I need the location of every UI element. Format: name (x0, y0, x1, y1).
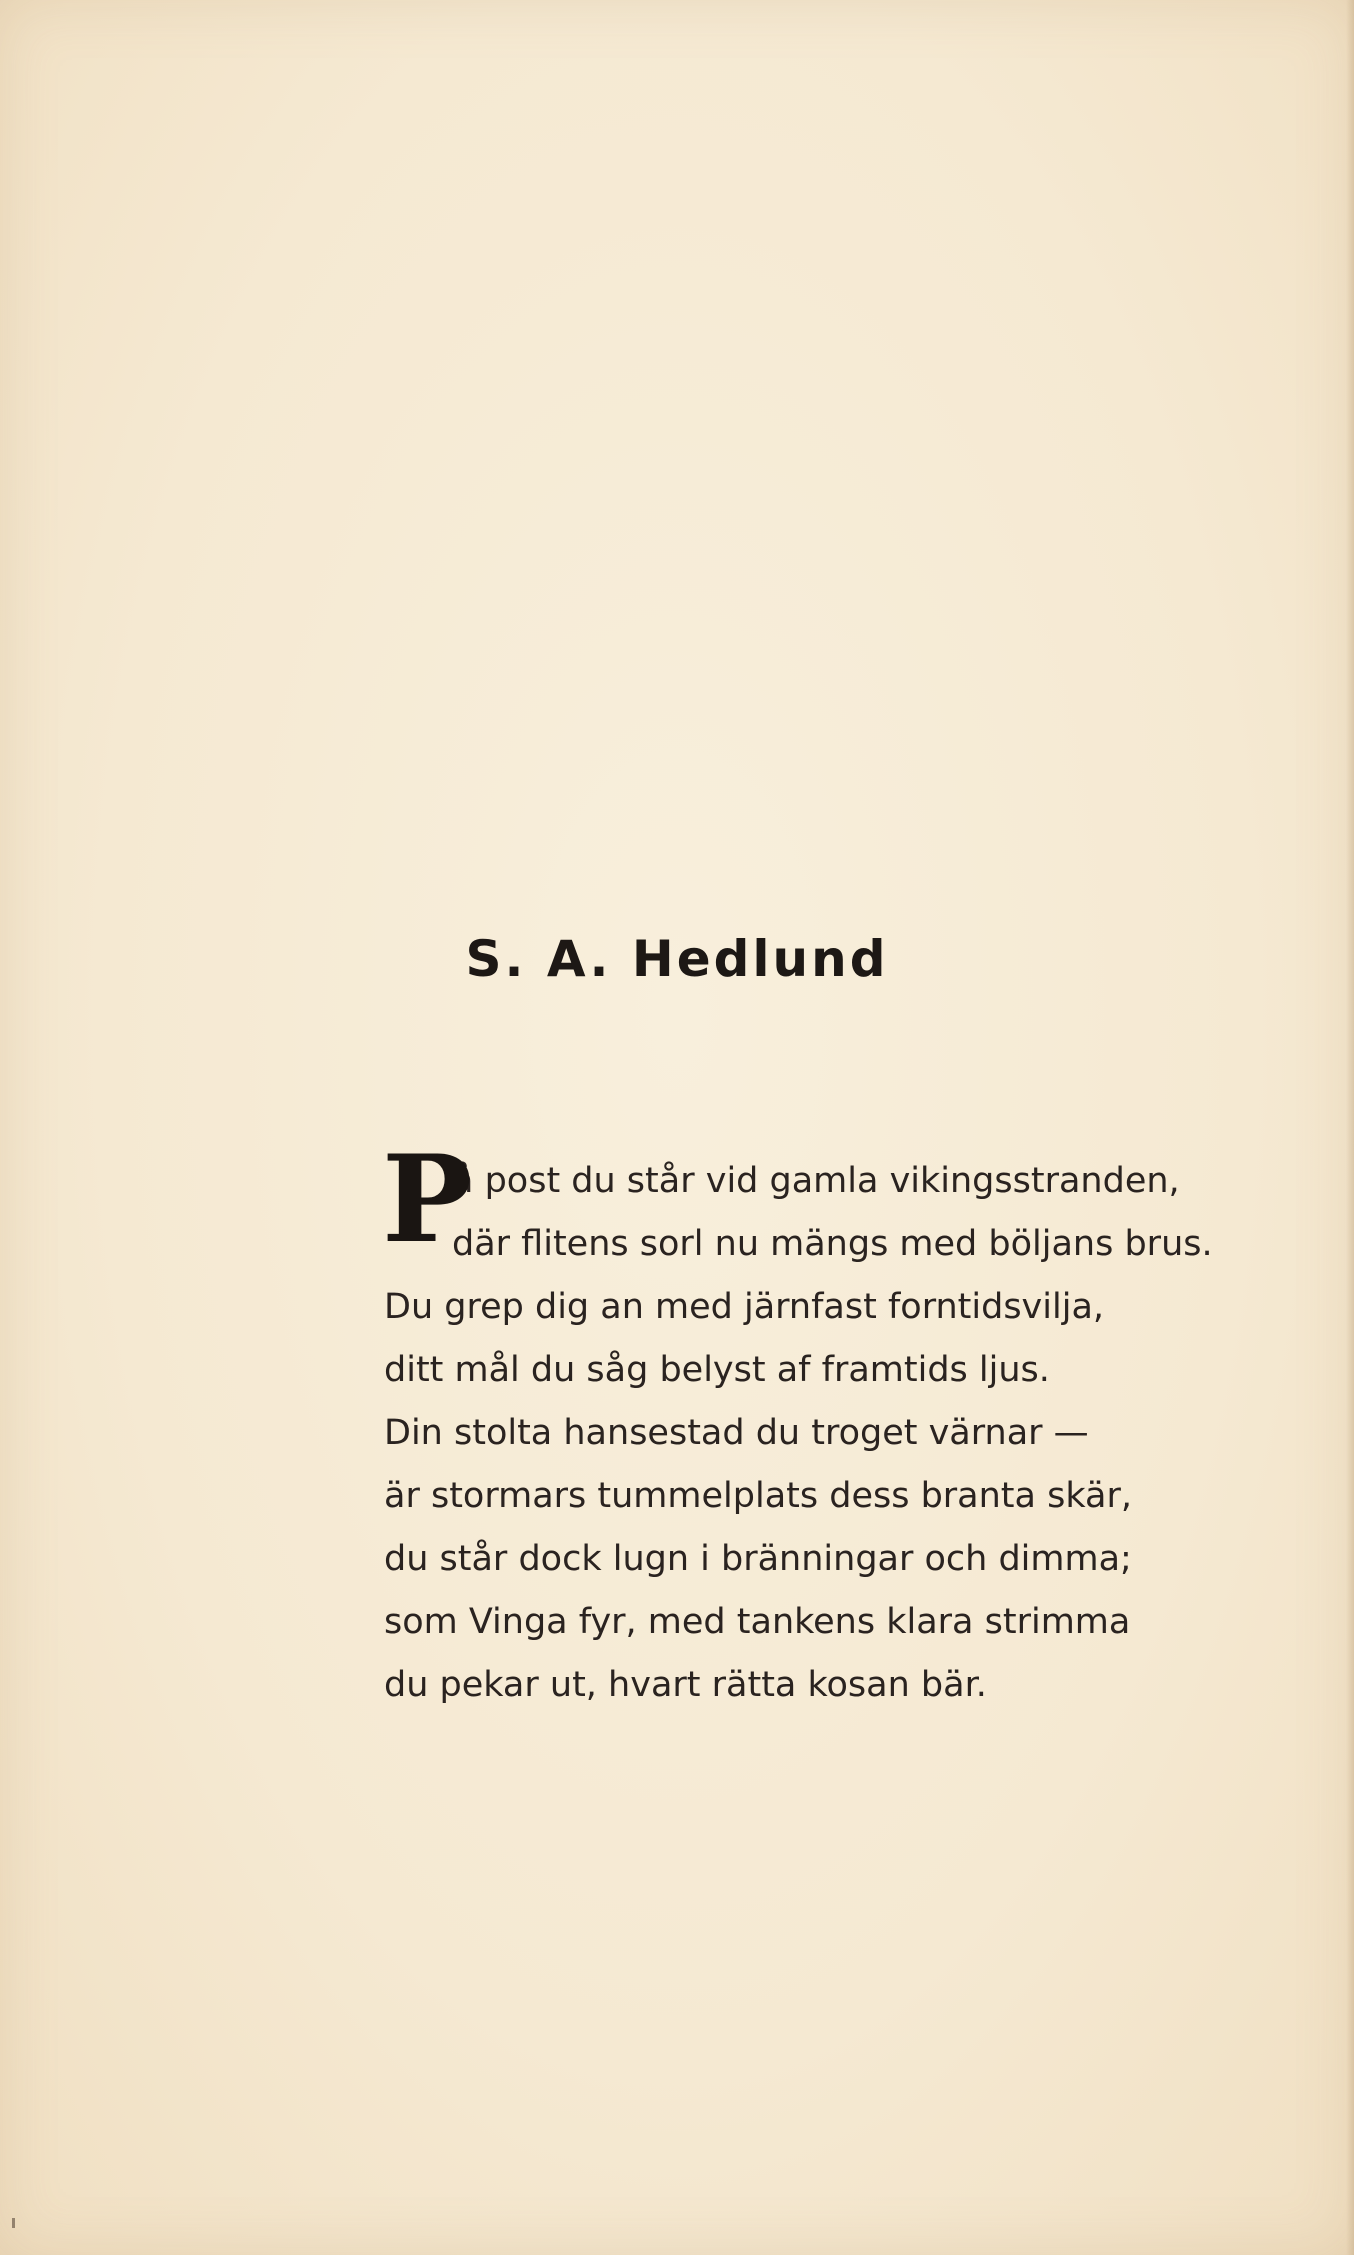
poem-block (382, 1129, 1213, 1717)
poem-line: där flitens sorl nu mängs med böljans brus. (452, 1224, 1213, 1264)
poem-line: ditt mål du såg belyst af framtids ljus. (384, 1350, 1050, 1390)
paper-speck (12, 2218, 15, 2228)
poem-line: du står dock lugn i bränningar och dimma; (384, 1539, 1132, 1579)
drop-cap-initial: P (382, 1129, 473, 1270)
poem-line: är stormars tummelplats dess branta skär, (384, 1476, 1132, 1516)
poem-line: som Vinga fyr, med tankens klara strimma (384, 1602, 1131, 1642)
page-edge-shadow (1346, 0, 1354, 2255)
poem-line: Din stolta hansestad du troget värnar — (384, 1413, 1089, 1453)
author-heading: S. A. Hedlund (465, 930, 889, 988)
poem-line: Du grep dig an med järnfast forntidsvilja, (384, 1287, 1105, 1327)
poem-line: du pekar ut, hvart rätta kosan bär. (384, 1665, 987, 1705)
poem-line: å post du står vid gamla vikingsstranden, (452, 1161, 1180, 1201)
